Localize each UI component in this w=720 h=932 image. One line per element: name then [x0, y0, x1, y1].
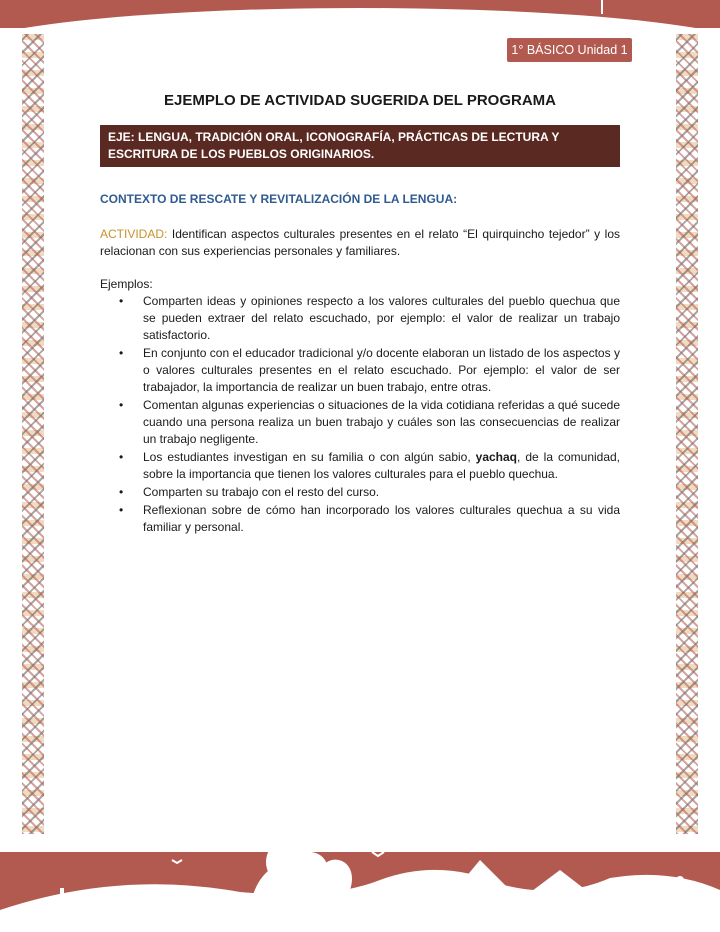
bullet-icon: • — [119, 398, 124, 412]
bullet-icon: • — [119, 294, 124, 308]
bullet-icon: • — [119, 503, 124, 517]
list-item-text: Comparten su trabajo con el resto del curso. — [143, 485, 380, 499]
list-item-text-pre: Los estudiantes investigan en su familia o con algún sabio, — [143, 450, 476, 464]
ejemplos-label: Ejemplos: — [100, 277, 153, 291]
list-item-text: Comentan algunas experiencias o situaciones de la vida cotidiana referidas a qué sucede cuando una persona realiza un buen trabajo y cuáles son las consecuencias de realizar un trabajo negligente. — [143, 398, 620, 446]
list-item-text: Reflexionan sobre de cómo han incorporado los valores culturales quechua a su vida familiar y personal. — [143, 503, 620, 534]
list-item-text: Comparten ideas y opiniones respecto a los valores culturales del pueblo quechua que se pueden extraer del relato escuchado, por ejemplo: el valor de realizar un trabajo satisfactorio. — [143, 294, 620, 342]
list-item — [100, 345, 620, 396]
actividad-text: Identifican aspectos culturales presentes en el relato “El quirquincho tejedor” y los relacionan con sus experiencias personales y familiares. — [100, 227, 620, 258]
list-item — [100, 502, 620, 536]
footer-landscape-illustration — [0, 840, 720, 932]
actividad-paragraph — [100, 226, 620, 260]
list-item — [100, 293, 620, 344]
eje-box — [100, 125, 620, 167]
section-heading: CONTEXTO DE RESCATE Y REVITALIZACIÓN DE LA LENGUA: — [100, 192, 458, 206]
bullet-icon: • — [119, 485, 124, 499]
document-title: EJEMPLO DE ACTIVIDAD SUGERIDA DEL PROGRAMA — [164, 92, 556, 109]
unit-badge: 1° BÁSICO Unidad 1 — [507, 38, 632, 62]
list-item — [100, 449, 620, 483]
examples-list — [100, 293, 620, 537]
actividad-label: ACTIVIDAD: — [100, 227, 168, 241]
yachaq-term: yachaq — [475, 450, 518, 464]
header-tick — [601, 0, 603, 14]
bullet-icon: • — [119, 450, 124, 464]
list-item — [100, 397, 620, 448]
list-item-text-post: , de la comunidad, sobre la importancia que tienen los valores culturales para el pueblo quechua. — [143, 450, 621, 481]
list-item-text: En conjunto con el educador tradicional y/o docente elaboran un listado de los aspectos y o valores culturales presentes en el relato escuchado. Por ejemplo: el valor de ser trabajador, la importancia de realizar un buen trabajo, entre otras. — [143, 346, 620, 394]
right-ornamental-border — [676, 34, 698, 834]
bullet-icon: • — [119, 346, 124, 360]
eje-text: EJE: LENGUA, TRADICIÓN ORAL, ICONOGRAFÍA, PRÁCTICAS DE LECTURA Y ESCRITURA DE LOS PUEBLOS ORIGINARIOS. — [108, 130, 560, 161]
list-item — [100, 484, 620, 501]
left-ornamental-border — [22, 34, 44, 834]
